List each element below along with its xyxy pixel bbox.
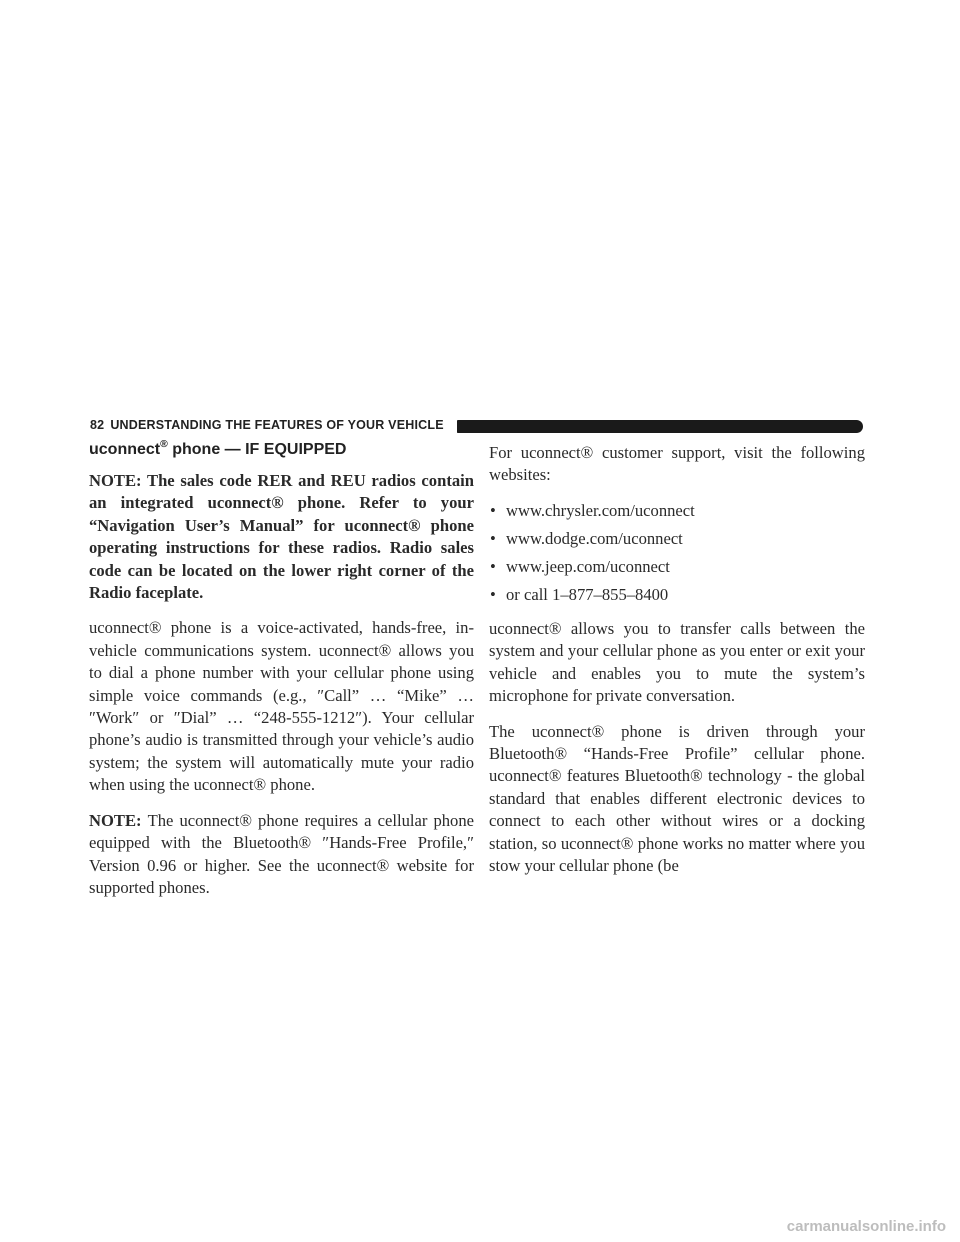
bullet: • bbox=[490, 584, 496, 604]
support-paragraph: For uconnect® customer support, visit the following websites: bbox=[489, 443, 865, 485]
section-title: uconnect® phone — IF EQUIPPED bbox=[89, 438, 347, 458]
note-label: NOTE: bbox=[89, 810, 142, 830]
bluetooth-paragraph: The uconnect® phone is driven through your Bluetooth® “Hands-Free Profile” cellular phone. uconnect® features Bluetooth® technology - the global standard that enables different electronic devices to connect to each other without wires or a docking station, so uconnect® phone works no matter where you stow your cellular phone (be bbox=[489, 721, 865, 875]
note-bluetooth-requirement bbox=[89, 810, 474, 900]
note-text: The uconnect® phone requires a cellular phone equipped with the Bluetooth® ″Hands-Free Profile,″ Version 0.96 or higher. See the uconnect® website for supported phones. bbox=[89, 810, 474, 897]
list-item-text: or call 1–877–855–8400 bbox=[506, 584, 669, 604]
transfer-calls-paragraph: uconnect® allows you to transfer calls between the system and your cellular phone as you enter or exit your vehicle and enables you to mute the system’s microphone for private conversation. bbox=[489, 618, 865, 706]
list-item-text: www.dodge.com/uconnect bbox=[506, 528, 683, 548]
page-header bbox=[0, 414, 960, 438]
list-item-text: www.chrysler.com/uconnect bbox=[506, 500, 695, 520]
running-header bbox=[90, 418, 444, 432]
support-list bbox=[489, 500, 865, 606]
watermark: carmanualsonline.info bbox=[786, 1218, 946, 1235]
list-item bbox=[489, 556, 865, 578]
list-item bbox=[489, 528, 865, 550]
note-radio-sales-code: NOTE: The sales code RER and REU radios contain an integrated uconnect® phone. Refer to your “Navigation User’s Manual” for uconnect® phone operating instructions for these radios. Radio sales code can be located on the lower right corner of the Radio faceplate. bbox=[89, 471, 474, 603]
list-item bbox=[489, 500, 865, 522]
list-item bbox=[489, 584, 865, 606]
chapter-title: UNDERSTANDING THE FEATURES OF YOUR VEHICLE bbox=[110, 418, 444, 432]
page-number: 82 bbox=[90, 418, 105, 432]
bullet: • bbox=[490, 556, 496, 576]
intro-paragraph: uconnect® phone is a voice-activated, hands-free, in-vehicle communications system. uconnect® allows you to dial a phone number with your cellular phone using simple voice commands (e.g., ″Call” … “Mike” …″Work″ or ″Dial” … “248-555-1212″). Your cellular phone’s audio is transmitted through your vehicle’s audio system; the system will automatically mute your radio when using the uconnect® phone. bbox=[89, 618, 474, 795]
header-rule bbox=[457, 420, 863, 433]
list-item-text: www.jeep.com/uconnect bbox=[506, 556, 670, 576]
right-column bbox=[489, 442, 865, 890]
bullet: • bbox=[490, 500, 496, 520]
left-column bbox=[89, 440, 474, 912]
bullet: • bbox=[490, 528, 496, 548]
